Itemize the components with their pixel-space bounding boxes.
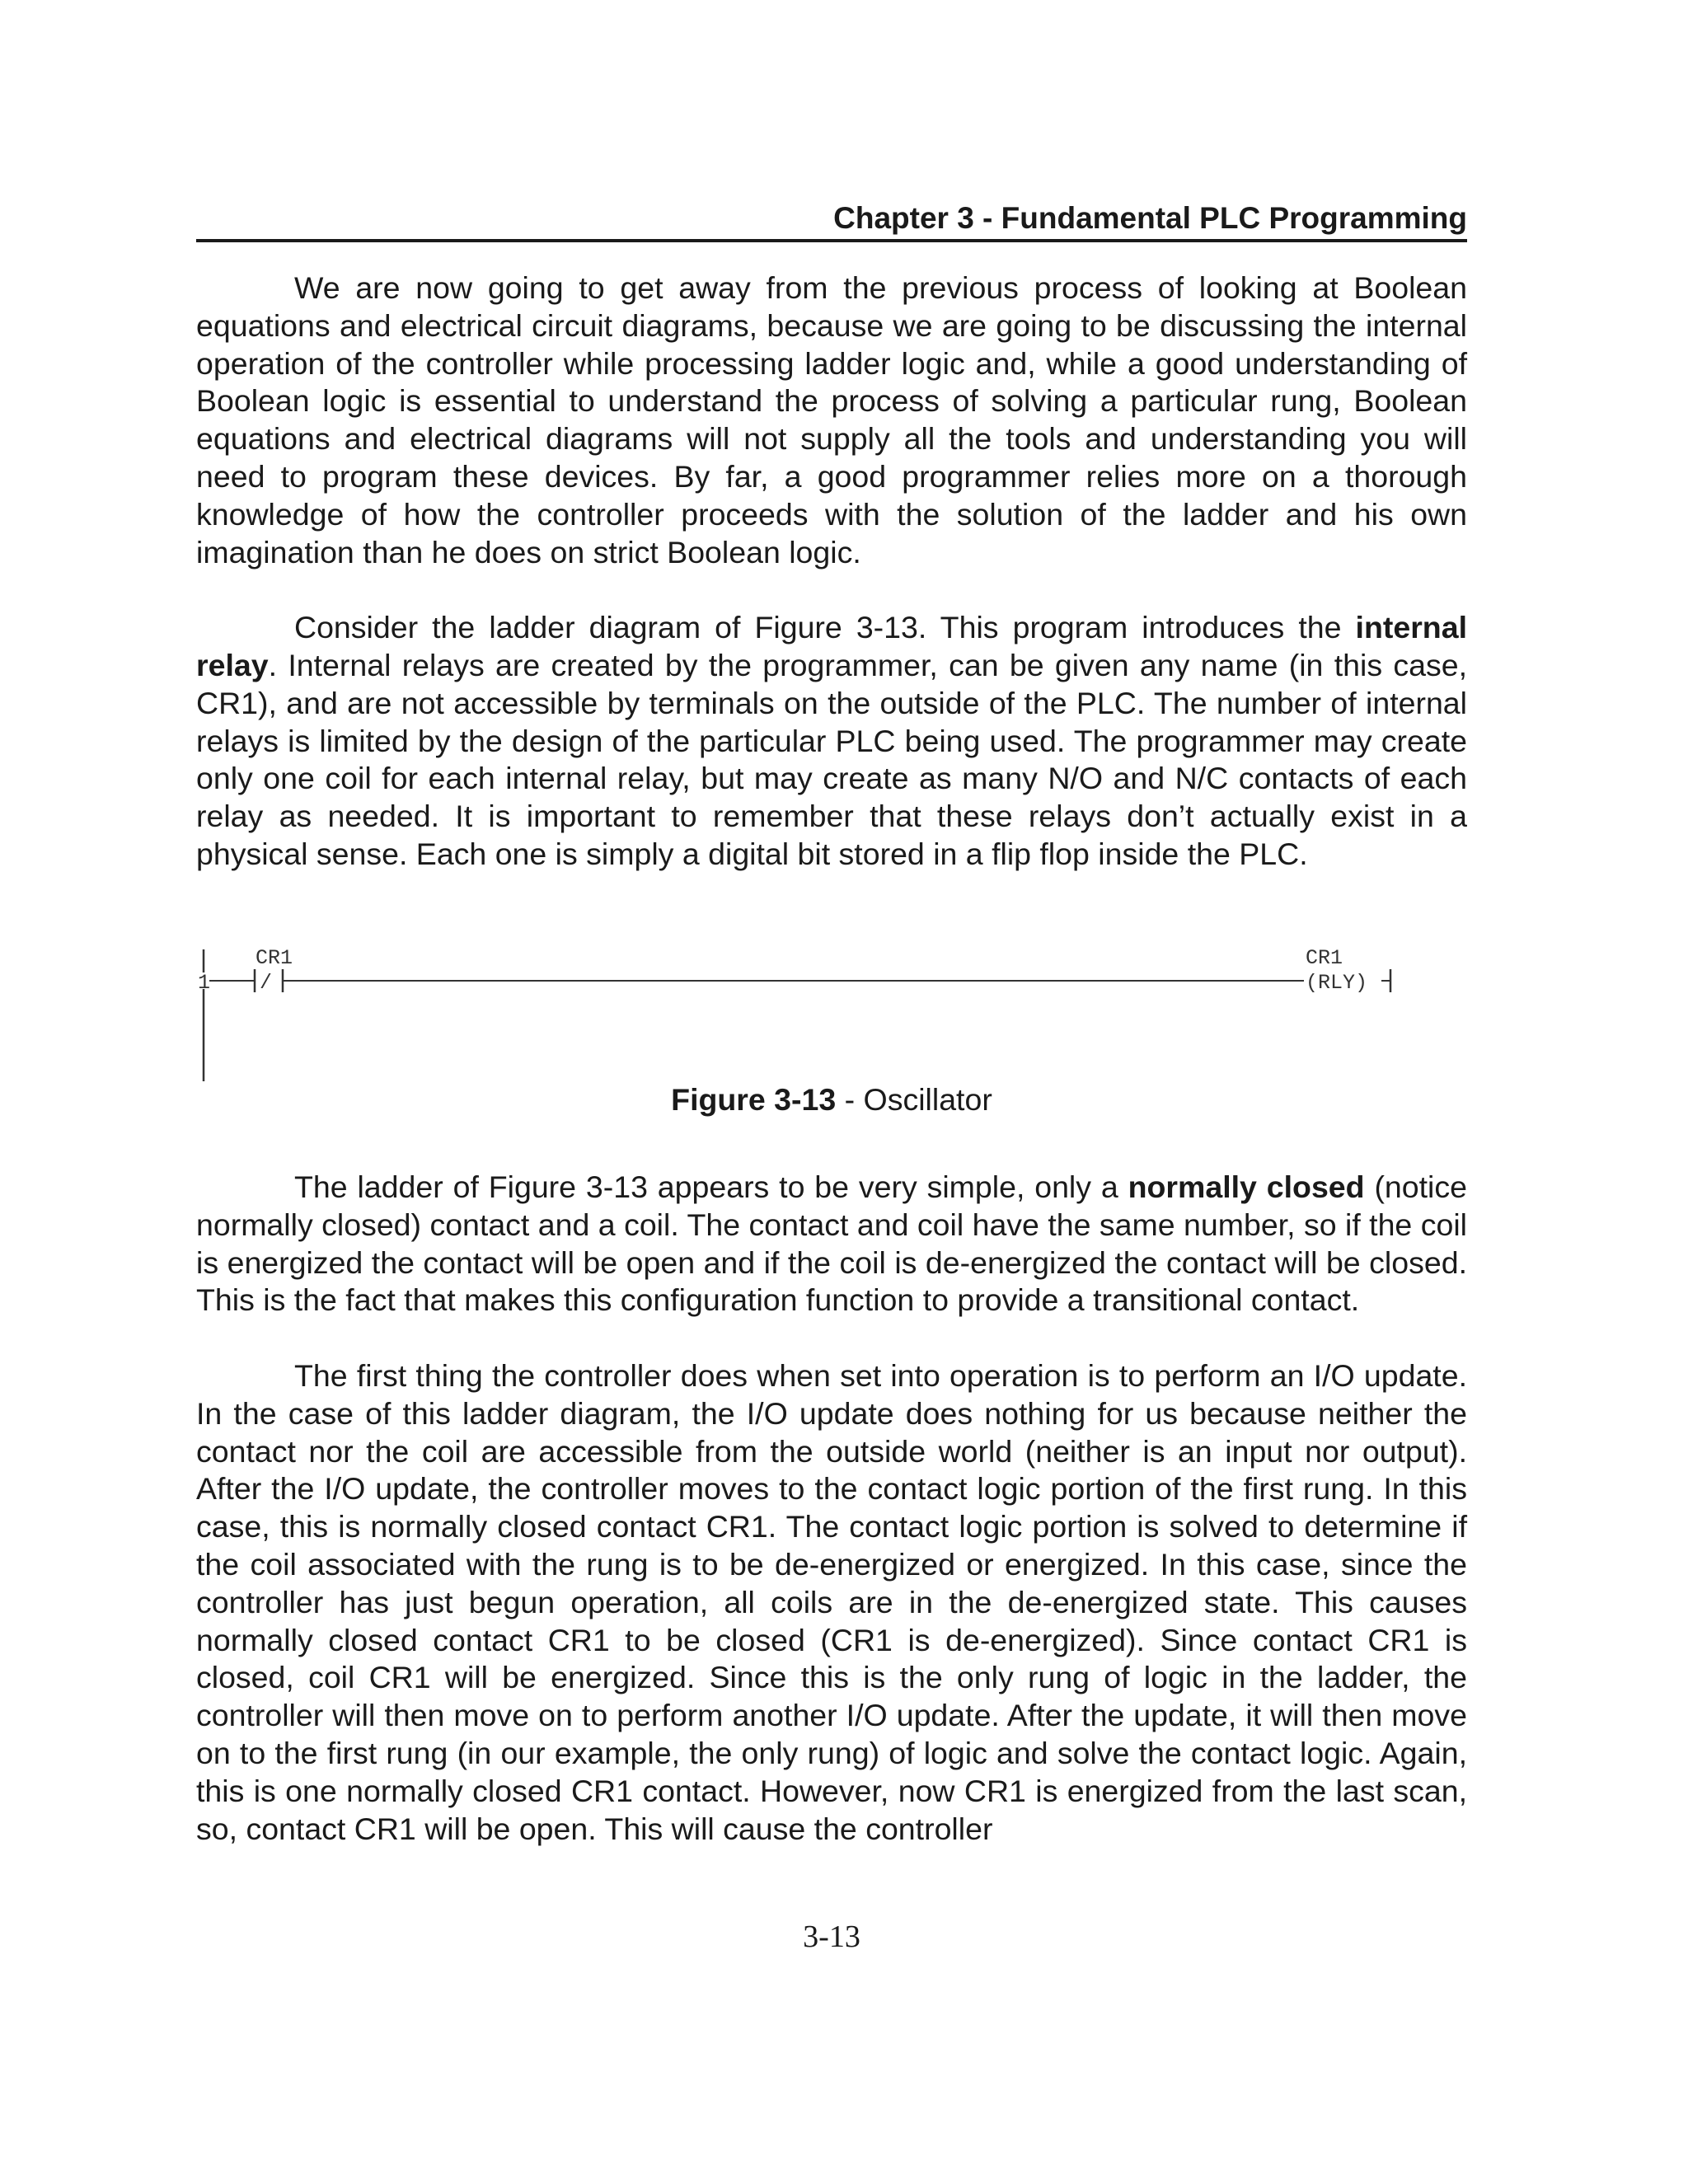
paragraph-2-text-b: . Internal relays are created by the programmer, can be given any name (in this case, CR1), and are not accessible by terminals on the outside of the PLC. The number of internal relays is limited by the design of the particular PLC being used. The programmer may create only one coil for each internal relay, but may create as many N/O and N/C contacts of each relay as needed. It is important to remember that these relays don’t actually exist in a physical sense. Each one is simply a digital bit stored in a flip flop inside the PLC. (196, 647, 1467, 871)
chapter-title: Chapter 3 - Fundamental PLC Programming (833, 201, 1467, 235)
page-number: 3-13 (803, 1919, 860, 1954)
coil-symbol: (RLY) (1306, 971, 1368, 995)
paragraph-3-text-a: The ladder of Figure 3-13 appears to be very simple, only a (294, 1169, 1128, 1204)
ladder-diagram (190, 940, 1442, 1084)
contact-nc-symbol: / (260, 971, 273, 995)
figure-caption (196, 1081, 1467, 1118)
coil-label: CR1 (1306, 946, 1343, 970)
paragraph-2-text-a: Consider the ladder diagram of Figure 3-13. This program introduces the (294, 610, 1356, 645)
text-block-lower (196, 1169, 1467, 1848)
figure-title: - Oscillator (836, 1082, 992, 1117)
paragraph-3 (196, 1169, 1467, 1319)
figure-number: Figure 3-13 (671, 1082, 837, 1117)
text-block-upper (196, 269, 1467, 874)
term-internal-relay: internal relay (196, 610, 1467, 682)
chapter-header (196, 200, 1467, 242)
term-normally-closed: normally closed (1128, 1169, 1365, 1204)
paragraph-2 (196, 609, 1467, 874)
contact-label: CR1 (256, 946, 293, 970)
paragraph-3-text-b: (notice normally closed) contact and a coil. The contact and coil have the same number, so if the coil is energized the contact will be open and if the coil is de-energized the contact will be closed. This is the fact that makes this configuration function to provide a transitional contact. (196, 1169, 1467, 1318)
rung-number: 1 (198, 971, 211, 995)
paragraph-4: The first thing the controller does when set into operation is to perform an I/O update. In the case of this ladder diagram, the I/O update does nothing for us because neither the contact nor the coil are accessible from the outside world (neither is an input nor output). After the I/O update, the controller moves to the contact logic portion of the first rung. In this case, this is normally closed contact CR1. The contact logic portion is solved to determine if the coil associated with the rung is to be de-energized or energized. In this case, since the controller has just begun operation, all coils are in the de-energized state. This causes normally closed contact CR1 to be closed (CR1 is de-energized). Since contact CR1 is closed, coil CR1 will be energized. Since this is the only rung of logic in the ladder, the controller will then move on to perform another I/O update. After the update, it will then move on to the first rung (in our example, the only rung) of logic and solve the contact logic. Again, this is one normally closed CR1 contact. However, now CR1 is energized from the last scan, so, contact CR1 will be open. This will cause the controller (196, 1357, 1467, 1846)
paragraph-1: We are now going to get away from the previous process of looking at Boolean equations and electrical circuit diagrams, because we are going to be discussing the internal operation of the controller while processing ladder logic and, while a good understanding of Boolean logic is essential to understand the process of solving a particular rung, Boolean equations and electrical diagrams will not supply all the tools and understanding you will need to program these devices. By far, a good programmer relies more on a thorough knowledge of how the controller proceeds with the solution of the ladder and his own imagination than he does on strict Boolean logic. (196, 270, 1467, 569)
